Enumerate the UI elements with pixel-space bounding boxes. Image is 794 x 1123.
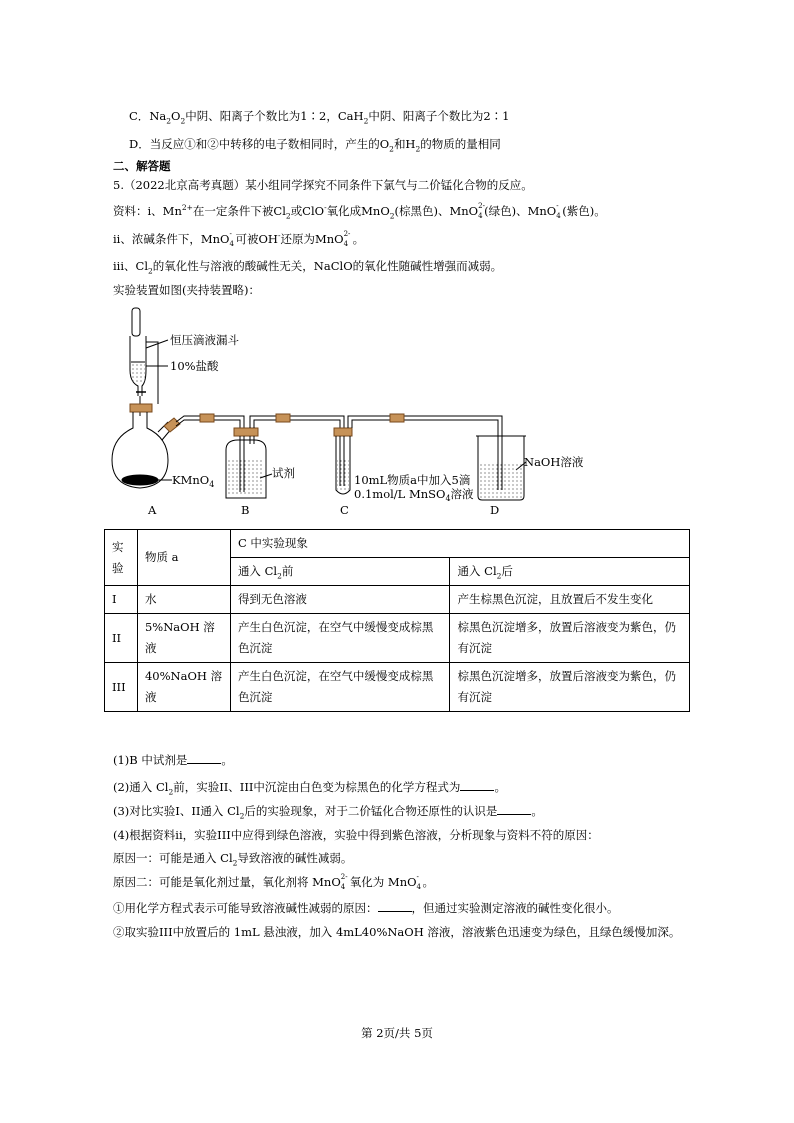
item-2: ②取实验III中放置后的 1mL 悬浊液，加入 4mL40%NaOH 溶液，溶液紫色迅速变为绿色，且绿色缓慢加深。 [113, 925, 681, 939]
funnel-label: 恒压滴液漏斗 [170, 333, 239, 347]
q-text: 后的实验现象，对于二价锰化合物还原性的认识是 [244, 804, 498, 818]
reason-1 [113, 850, 352, 866]
c-label-line1: 10mL物质a中加入5滴 [354, 473, 471, 487]
tube-joint [200, 414, 214, 422]
option-d [129, 136, 501, 152]
connecting-tube [348, 416, 502, 450]
sup-sub-stack [478, 202, 485, 220]
funnel-sidearm [146, 342, 158, 404]
subscript: 2 [389, 211, 395, 221]
subquestion-2 [113, 779, 506, 795]
q-text: (3)对比实验I、II通入 Cl [113, 804, 240, 818]
ref-text: 可被OH [235, 232, 278, 246]
table-header-row [105, 530, 690, 558]
q-text: 氧化为 MnO [349, 875, 417, 889]
results-table [104, 529, 690, 712]
row-material: 40%NaOH 溶液 [137, 663, 230, 712]
setup-caption: 实验装置如图(夹持装置略)： [113, 283, 260, 297]
q-text: 。 [494, 780, 506, 794]
header-material: 物质 a [137, 530, 230, 586]
page-footer: 第 2页/共 5页 [361, 1026, 433, 1040]
subscript: 2 [285, 211, 291, 221]
answer-blank[interactable] [497, 803, 531, 815]
table-row [105, 614, 690, 663]
ref-text: 氧化成MnO [326, 204, 390, 218]
superscript: 2- [478, 202, 485, 210]
subscript: 2 [180, 116, 186, 126]
connecting-tube [250, 416, 344, 428]
subquestion-3 [113, 803, 543, 819]
label-c: C [340, 503, 349, 517]
subscript: 4 [229, 240, 234, 248]
reagent-label: 试剂 [272, 466, 295, 480]
subscript: 2 [239, 811, 245, 821]
ref-text: 。 [352, 232, 365, 246]
sup-sub-stack [343, 230, 353, 248]
row-before: 产生白色沉淀，在空气中缓慢变成棕黑色沉淀 [230, 663, 450, 712]
option-c-text: 中阴、阳离子个数比为1∶2， [185, 109, 338, 123]
tube-joint [276, 414, 290, 422]
funnel-stopper [132, 308, 140, 336]
tube-joint [390, 414, 404, 422]
subscript: 4 [556, 212, 561, 220]
ref-text: (绿色)、MnO [484, 204, 557, 218]
ref-text: (棕黑色)、MnO [394, 204, 479, 218]
table-row [105, 586, 690, 614]
subscript: 2 [148, 266, 153, 276]
acid-label: 10%盐酸 [170, 359, 219, 373]
subscript: 2 [168, 787, 174, 797]
row-before: 产生白色沉淀，在空气中缓慢变成棕黑色沉淀 [230, 614, 450, 663]
q-text: 。 [422, 875, 435, 889]
row-after: 棕黑色沉淀增多，放置后溶液变为紫色，仍有沉淀 [450, 614, 690, 663]
c-label-line2: 0.1mol/L MnSO$_4$溶液 [354, 487, 474, 503]
answer-blank[interactable] [460, 779, 494, 791]
header-before: 通入 $Cl_2$前 [230, 558, 450, 586]
superscript: 2- [343, 230, 351, 238]
sup-sub-stack [556, 202, 562, 220]
header-phenomenon: C 中实验现象 [230, 530, 689, 558]
bottle-stopper [234, 428, 258, 436]
sup-sub-stack [229, 230, 235, 248]
subscript: 2 [232, 858, 238, 868]
superscript: - [556, 202, 559, 210]
row-after: 产生棕黑色沉淀，且放置后不发生变化 [450, 586, 690, 614]
ref-text: 的氧化性与溶液的酸碱性无关，NaClO的氧化性随碱性增强而减弱。 [152, 259, 503, 273]
answer-blank[interactable] [187, 752, 221, 764]
q-text: 原因二：可能是氧化剂过量，氧化剂将 MnO [113, 875, 341, 889]
row-id: I [105, 586, 138, 614]
label-a: A [148, 503, 157, 517]
option-c-text-end: 中阴、阳离子个数比为2∶1 [368, 109, 510, 123]
row-after: 棕黑色沉淀增多，放置后溶液变为紫色，仍有沉淀 [450, 663, 690, 712]
leader-line [146, 340, 168, 348]
formula-text: Na [149, 109, 167, 123]
option-d-text: 和H [393, 137, 416, 151]
q-text: (2)通入 Cl [113, 780, 169, 794]
ref-text: ii、浓碱条件下，MnO [113, 232, 230, 246]
q-text: 导致溶液的碱性减弱。 [237, 851, 353, 865]
subscript: 2 [389, 144, 394, 154]
ref-text: 资料：i、Mn [113, 204, 182, 218]
q-text: 原因一：可能是通入 Cl [113, 851, 233, 865]
formula-text: CaH [337, 109, 364, 123]
row-material: 5%NaOH 溶液 [137, 614, 230, 663]
naoh-label: NaOH溶液 [524, 455, 584, 469]
option-d-text: D．当反应①和②中转移的电子数相同时，产生的O [129, 137, 390, 151]
row-before: 得到无色溶液 [230, 586, 450, 614]
table-row [105, 663, 690, 712]
kmno4-label: KMnO$_4$ [172, 473, 215, 489]
section-heading: 二、解答题 [113, 159, 171, 173]
superscript: - [229, 230, 232, 238]
q-text: 。 [531, 804, 543, 818]
option-d-text-end: 的物质的量相同 [420, 137, 501, 151]
sup-sub-stack: 2- 4 [340, 873, 348, 891]
option-c [129, 108, 509, 124]
subquestion-1 [113, 752, 233, 768]
flask-stopper [130, 404, 152, 412]
q-text: ，但通过实验测定溶液的碱性变化很小。 [411, 901, 619, 915]
row-id: II [105, 614, 138, 663]
ref-text: (紫色)。 [562, 204, 606, 218]
subscript: 4 [343, 240, 349, 248]
answer-blank[interactable] [378, 900, 412, 912]
kmno4-solid [122, 475, 158, 485]
item-1 [113, 900, 619, 916]
question-5-stem: 5.（2022北京高考真题）某小组同学探究不同条件下氯气与二价锰化合物的反应。 [113, 178, 533, 192]
reference-ii [113, 231, 364, 247]
ref-text: 或ClO [290, 204, 325, 218]
ref-text: 还原为MnO [280, 232, 344, 246]
subscript: 2 [363, 116, 369, 126]
tube-stopper [334, 428, 352, 436]
sup-sub-stack: - 4 [416, 873, 421, 891]
formula-text: O [171, 109, 181, 123]
reference-i [113, 203, 606, 219]
subscript: 4 [478, 212, 483, 220]
reference-iii [113, 258, 502, 274]
q-text: ①用化学方程式表示可能导致溶液碱性减弱的原因： [113, 901, 378, 915]
label-d: D [490, 503, 500, 517]
apparatus-diagram [100, 300, 620, 525]
q-text: 前，实验II、III中沉淀由白色变为棕黑色的化学方程式为 [173, 780, 461, 794]
row-id: III [105, 663, 138, 712]
subscript: 2 [166, 116, 172, 126]
superscript: - [277, 231, 281, 241]
header-after: 通入 $Cl_2$后 [450, 558, 690, 586]
subquestion-4: (4)根据资料ii，实验III中应得到绿色溶液，实验中得到紫色溶液，分析现象与资料不符的原因： [113, 828, 599, 842]
superscript: - [324, 203, 327, 213]
ref-text: iii、Cl [113, 259, 149, 273]
superscript: 2+ [181, 203, 193, 213]
option-c-label: C． [129, 109, 150, 123]
row-material: 水 [137, 586, 230, 614]
header-experiment: 实验 [105, 530, 138, 586]
reason-2 [113, 874, 434, 890]
q-text: (1)B 中试剂是 [113, 753, 188, 767]
ref-text: 在一定条件下被Cl [192, 204, 286, 218]
q-text: 。 [221, 753, 233, 767]
subscript: 2 [415, 144, 421, 154]
label-b: B [241, 503, 250, 517]
